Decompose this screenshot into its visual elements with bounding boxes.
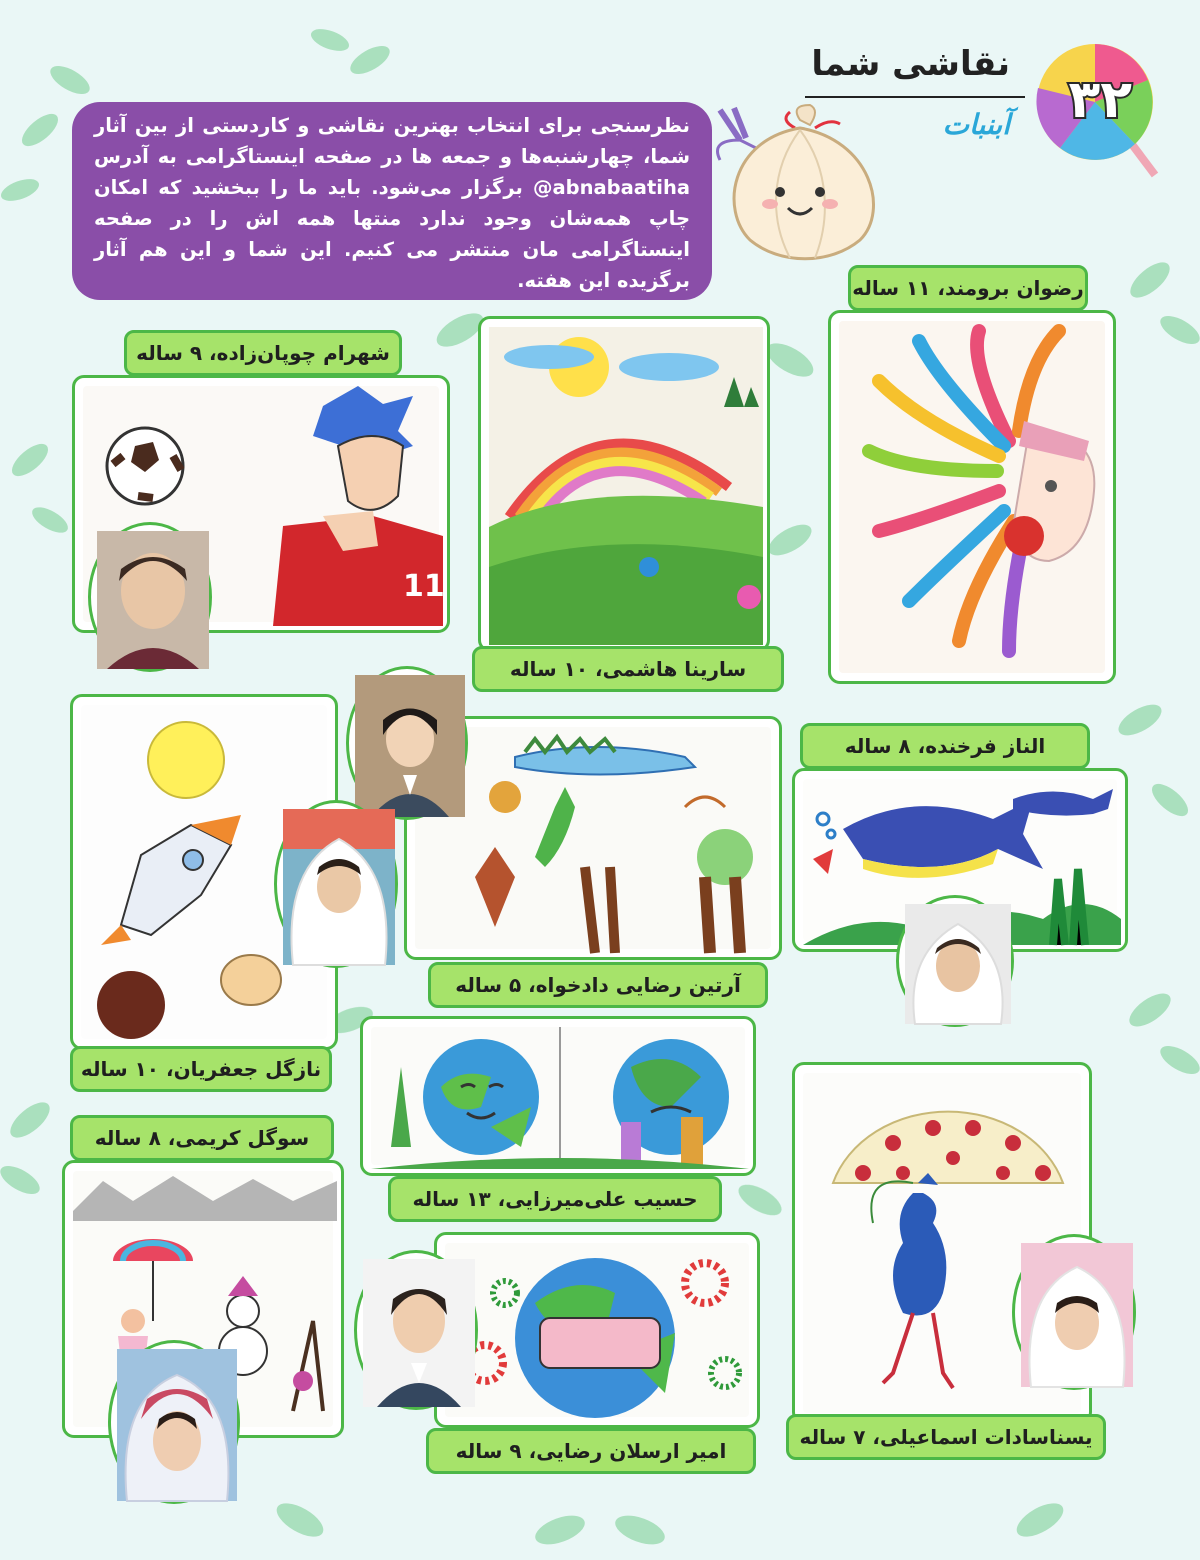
- artwork-hasib: [360, 1016, 756, 1176]
- photo-amir: [354, 1250, 478, 1410]
- caption-amir: امیر ارسلان رضایی، ۹ ساله: [426, 1428, 756, 1474]
- caption-rezvan: رضوان برومند، ۱۱ ساله: [848, 265, 1088, 311]
- artwork-rezvan: [828, 310, 1116, 684]
- caption-sogol: سوگل کریمی، ۸ ساله: [70, 1115, 334, 1161]
- caption-sarina: سارینا هاشمی، ۱۰ ساله: [472, 646, 784, 692]
- brand-logo: آبنبات: [942, 108, 1010, 141]
- caption-artin: آرتین رضایی دادخواه، ۵ ساله: [428, 962, 768, 1008]
- caption-shahram: شهرام چوپان‌زاده، ۹ ساله: [124, 330, 402, 376]
- photo-artin: [346, 666, 468, 820]
- artwork-amir: [434, 1232, 760, 1428]
- garlic-mascot-icon: [700, 100, 900, 270]
- photo-yasna: [1012, 1234, 1136, 1390]
- photo-shahram: [88, 522, 212, 672]
- photo-elnaz: [896, 895, 1014, 1027]
- page-number: ۳۲: [1068, 70, 1132, 130]
- photo-nazgol: [274, 800, 398, 968]
- caption-yasna: یسناسادات اسماعیلی، ۷ ساله: [786, 1414, 1106, 1460]
- svg-text:11: 11: [403, 569, 445, 604]
- caption-elnaz: الناز فرخنده، ۸ ساله: [800, 723, 1090, 769]
- photo-sogol: [108, 1340, 240, 1504]
- caption-hasib: حسیب علی‌میرزایی، ۱۳ ساله: [388, 1176, 722, 1222]
- caption-nazgol: نازگل جعفریان، ۱۰ ساله: [70, 1046, 332, 1092]
- intro-text: نظرسنجی برای انتخاب بهترین نقاشی و کاردستی از بین آثار شما، چهارشنبه‌ها و جمعه ها در صفحه اینستاگرامی به آدرس abnabaatiha@ برگزار می‌شود. باید ما را ببخشید که امکان چاپ همه‌شان وجود ندارد منتها همه اش را در صفحه اینستاگرامی مان منتشر می کنیم. این شما و این هم آثار برگزیده این هفته.: [72, 102, 712, 300]
- artwork-sarina: [478, 316, 770, 652]
- section-title: نقاشی شما: [811, 44, 1010, 84]
- title-underline: [805, 96, 1025, 98]
